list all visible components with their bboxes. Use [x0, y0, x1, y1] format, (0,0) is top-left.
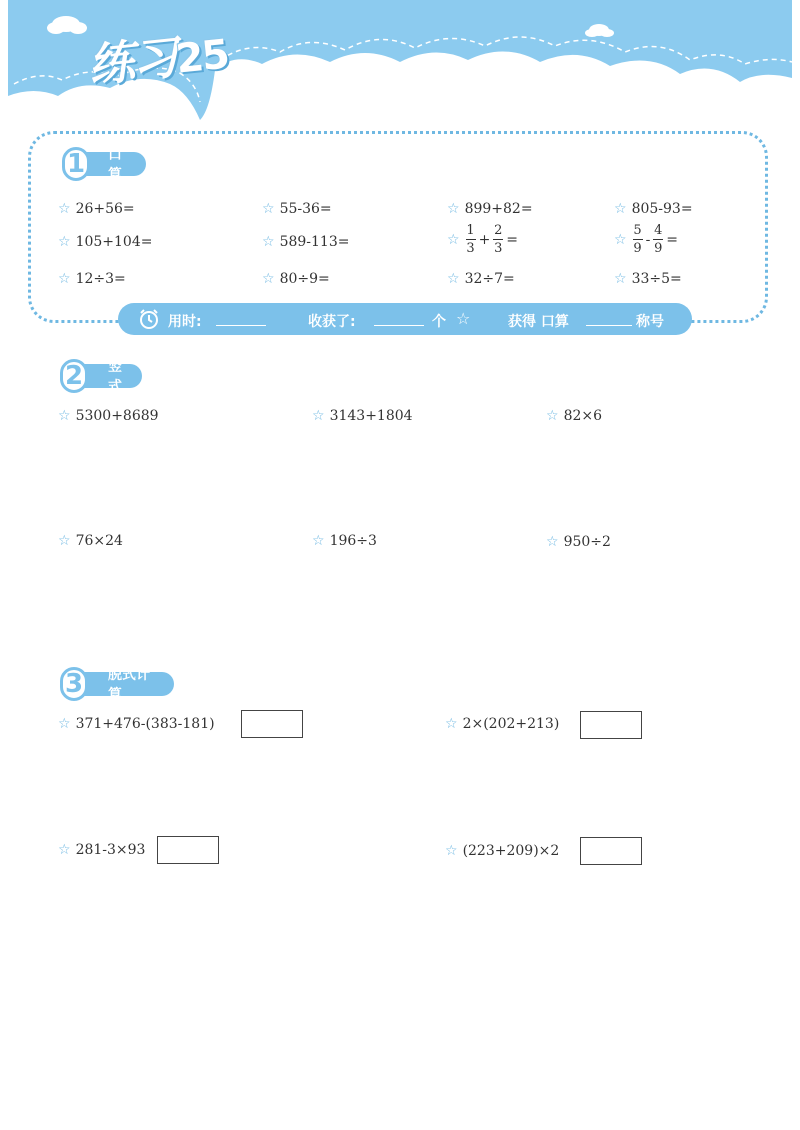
mental-problem: ☆ 80÷9= — [262, 271, 330, 287]
star-icon: ☆ — [312, 533, 325, 549]
fraction-problem: ☆ $\frac{1}{3}$ + $\frac{2}{3}$ = — [447, 223, 519, 256]
section2-number: 2 — [60, 359, 88, 393]
alarm-clock-icon — [138, 308, 160, 330]
mental-problem: ☆ 33÷5= — [614, 271, 682, 287]
title-suffix: 称号 — [636, 314, 664, 330]
vertical-problem: ☆ 76×24 — [58, 533, 123, 549]
unit-label: 个 — [432, 314, 446, 330]
star-icon: ☆ — [447, 271, 460, 287]
star-icon: ☆ — [58, 842, 71, 858]
fraction: $\frac{4}{9}$ — [654, 223, 663, 256]
fraction: $\frac{5}{9}$ — [633, 223, 642, 256]
star-icon: ☆ — [262, 271, 275, 287]
answer-box[interactable] — [580, 711, 642, 739]
answer-box[interactable] — [157, 836, 219, 864]
page-title-text: 练习 — [85, 29, 179, 93]
section3-label: 脱式计算 — [108, 667, 150, 703]
vertical-problem: ☆ 82×6 — [546, 408, 603, 424]
star-icon: ☆ — [445, 716, 458, 732]
vertical-problem: ☆ 3143+1804 — [312, 408, 413, 424]
star-icon: ☆ — [614, 271, 627, 287]
star-icon: ☆ — [546, 534, 559, 550]
star-icon: ☆ — [614, 231, 627, 248]
section3-number: 3 — [60, 667, 88, 701]
star-icon: ☆ — [312, 408, 325, 424]
section1-number: 1 — [62, 147, 90, 181]
star-icon: ☆ — [58, 234, 71, 250]
harvest-label: 收获了: — [308, 314, 356, 330]
mental-problem: ☆ 899+82= — [447, 201, 533, 217]
vertical-problem: ☆ 950÷2 — [546, 534, 611, 550]
star-icon: ☆ — [58, 408, 71, 424]
mental-problem: ☆ 55-36= — [262, 201, 332, 217]
star-icon: ☆ — [58, 201, 71, 217]
mental-problem: ☆ 32÷7= — [447, 271, 515, 287]
star-icon: ☆ — [447, 201, 460, 217]
star-icon: ☆ — [447, 231, 460, 248]
star-icon: ☆ — [58, 533, 71, 549]
vertical-problem: ☆ 5300+8689 — [58, 408, 159, 424]
answer-box[interactable] — [241, 710, 303, 738]
page-title-number: 25 — [173, 31, 230, 83]
earned-label: 获得 口算 — [508, 314, 569, 330]
time-blank[interactable] — [216, 325, 266, 326]
star-icon: ☆ — [614, 201, 627, 217]
section1-label: 口算 — [108, 147, 122, 183]
answer-box[interactable] — [580, 837, 642, 865]
mental-problem: ☆ 12÷3= — [58, 271, 126, 287]
time-label: 用时: — [168, 314, 202, 330]
mental-problem: ☆ 805-93= — [614, 201, 693, 217]
fraction: $\frac{1}{3}$ — [466, 223, 475, 256]
star-icon: ☆ — [58, 271, 71, 287]
step-calc-problem: ☆ 2×(202+213) — [445, 716, 560, 732]
star-icon: ☆ — [546, 408, 559, 424]
mental-problem: ☆ 589-113= — [262, 234, 350, 250]
star-icon: ☆ — [456, 309, 471, 328]
step-calc-problem: ☆ 281-3×93 — [58, 842, 146, 858]
star-icon: ☆ — [445, 843, 458, 859]
title-blank[interactable] — [586, 325, 632, 326]
progress-status-bar — [118, 303, 692, 335]
mental-problem: ☆ 26+56= — [58, 201, 135, 217]
fraction: $\frac{2}{3}$ — [494, 223, 503, 256]
fraction-problem: ☆ $\frac{5}{9}$ - $\frac{4}{9}$ = — [614, 223, 679, 256]
star-icon: ☆ — [58, 716, 71, 732]
star-icon: ☆ — [262, 201, 275, 217]
star-icon: ☆ — [262, 234, 275, 250]
vertical-problem: ☆ 196÷3 — [312, 533, 377, 549]
step-calc-problem: ☆ (223+209)×2 — [445, 843, 560, 859]
step-calc-problem: ☆ 371+476-(383-181) — [58, 716, 215, 732]
mental-problem: ☆ 105+104= — [58, 234, 153, 250]
harvest-blank[interactable] — [374, 325, 424, 326]
section2-label: 竖式 — [108, 359, 122, 395]
